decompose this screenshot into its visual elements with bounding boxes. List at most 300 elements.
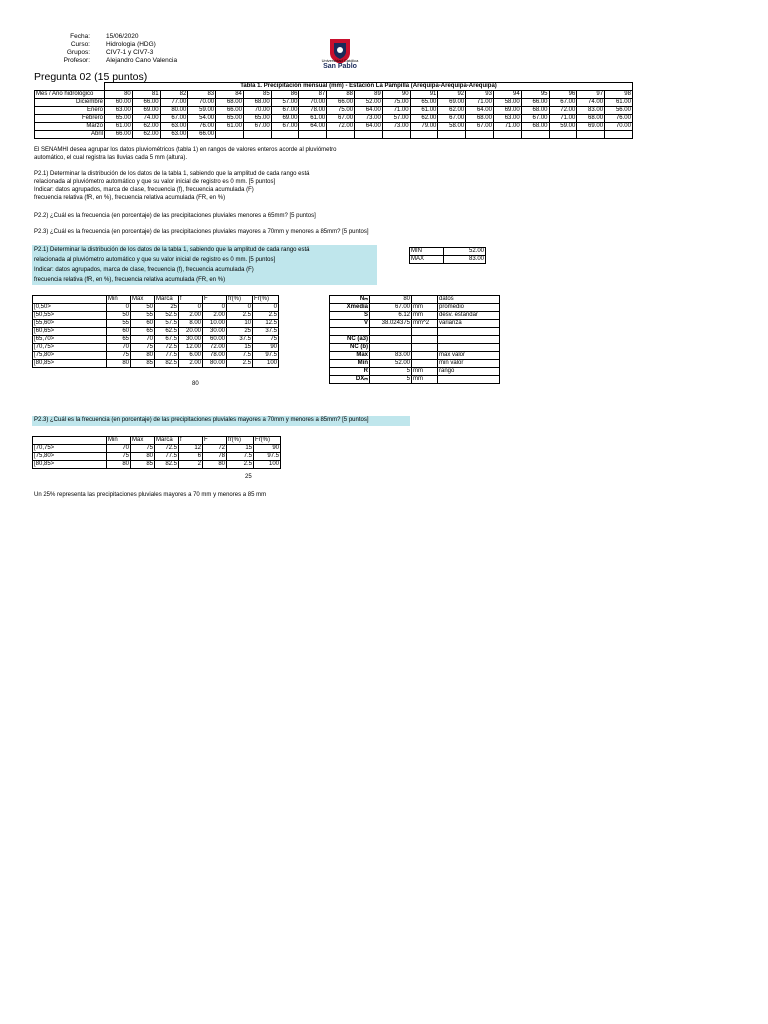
stats-row <box>330 360 500 368</box>
conclusion-text: Un 25% representa las precipitaciones pluviales mayores a 70 mm y menores a 85 mm <box>34 492 267 498</box>
stat-unit: mm <box>412 312 438 320</box>
precip-cell: 71.00 <box>549 115 577 123</box>
interval-cell: [75,80> <box>33 352 107 360</box>
freq-cell: 2.5 <box>227 360 253 368</box>
precip-cell: 79.00 <box>410 123 438 131</box>
stats-row <box>330 368 500 376</box>
stat-value <box>370 336 412 344</box>
curso-value: Hidrologia (HDG) <box>106 41 156 48</box>
freq-cell: 30.00 <box>179 336 203 344</box>
freq-header: Fr(%) <box>253 296 279 304</box>
table1 <box>34 82 633 139</box>
freq-cell: 72.5 <box>155 344 179 352</box>
freq-cell: 7.5 <box>227 352 253 360</box>
year-header: 85 <box>243 91 271 99</box>
stat-unit <box>412 344 438 352</box>
precip-cell <box>327 131 355 139</box>
precip-cell: 69.00 <box>438 99 466 107</box>
freq-cell: 78 <box>203 453 227 461</box>
stat-label: Nₘ <box>330 296 370 304</box>
stat-desc: promedio <box>438 304 500 312</box>
precip-cell: 60.00 <box>105 99 133 107</box>
month-label: Marzo <box>35 123 105 131</box>
freq-row <box>33 445 281 453</box>
precip-cell: 72.00 <box>549 107 577 115</box>
precip-cell: 64.00 <box>355 107 383 115</box>
precip-cell: 68.00 <box>466 115 494 123</box>
stat-value: 5 <box>370 376 412 384</box>
precip-cell <box>410 131 438 139</box>
precip-cell: 64.00 <box>299 123 327 131</box>
stat-label: S <box>330 312 370 320</box>
freq-cell: 60.00 <box>203 336 227 344</box>
year-header: 89 <box>355 91 383 99</box>
stat-desc: desv. estandar <box>438 312 500 320</box>
freq-cell: 20.00 <box>179 328 203 336</box>
stat-desc: varianza <box>438 320 500 328</box>
stat-unit <box>412 360 438 368</box>
year-header: 84 <box>216 91 244 99</box>
max-label: MAX <box>410 256 444 264</box>
stat-desc <box>438 328 500 336</box>
stat-unit <box>412 296 438 304</box>
freq-header: f <box>179 437 203 445</box>
precip-cell <box>493 131 521 139</box>
stat-value: 5 <box>370 368 412 376</box>
year-header: 97 <box>577 91 605 99</box>
freq-header: Min <box>107 437 131 445</box>
precip-cell: 64.00 <box>466 107 494 115</box>
freq-header: f <box>179 296 203 304</box>
freq-header <box>33 437 107 445</box>
precip-cell: 62.00 <box>438 107 466 115</box>
freq-cell: 90 <box>254 445 281 453</box>
freq-row <box>33 336 279 344</box>
month-label: Enero <box>35 107 105 115</box>
precip-cell: 71.00 <box>493 123 521 131</box>
precip-cell: 83.00 <box>577 107 605 115</box>
stat-unit: mm <box>412 368 438 376</box>
freq-cell: 65 <box>131 328 155 336</box>
precip-cell: 68.00 <box>243 99 271 107</box>
table1-row <box>35 107 633 115</box>
precip-cell: 74.00 <box>577 99 605 107</box>
grupos-value: CIV7-1 y CIV7-3 <box>106 49 154 56</box>
precip-cell <box>605 131 633 139</box>
precip-cell: 56.00 <box>605 107 633 115</box>
freq-row <box>33 360 279 368</box>
precip-cell: 70.00 <box>605 123 633 131</box>
precip-cell: 73.00 <box>355 115 383 123</box>
max-value: 83.00 <box>444 256 486 264</box>
precip-cell <box>299 131 327 139</box>
precip-cell <box>549 131 577 139</box>
freq-header: Fr(%) <box>254 437 281 445</box>
stat-label: NC (a3) <box>330 336 370 344</box>
freq-cell: 70 <box>107 344 131 352</box>
p21-box-line: Indicar: datos agrupados, marca de clase, frecuencia (f), frecuencia acumulada (F) <box>34 267 254 273</box>
precip-cell: 64.00 <box>355 123 383 131</box>
freq-row <box>33 453 281 461</box>
interval-cell: [50,55> <box>33 312 107 320</box>
freq-cell: 37.5 <box>253 328 279 336</box>
precip-cell: 67.00 <box>466 123 494 131</box>
precip-cell <box>466 131 494 139</box>
precip-cell: 61.00 <box>410 107 438 115</box>
freq-cell: 2.00 <box>179 360 203 368</box>
stats-row <box>330 320 500 328</box>
precip-cell: 61.00 <box>605 99 633 107</box>
freq-cell: 8.00 <box>179 320 203 328</box>
min-label: MIN <box>410 248 444 256</box>
p21-line: Indicar: datos agrupados, marca de clase, frecuencia (f), frecuencia acumulada (F) <box>34 187 254 193</box>
year-header: 98 <box>605 91 633 99</box>
freq-header: fr(%) <box>227 296 253 304</box>
freq-cell: 72.00 <box>203 344 227 352</box>
freq-cell: 2.5 <box>227 461 254 469</box>
precip-cell: 78.00 <box>299 107 327 115</box>
year-header: 82 <box>160 91 188 99</box>
stats-row <box>330 344 500 352</box>
precip-cell: 67.00 <box>327 115 355 123</box>
freq-cell: 70 <box>131 336 155 344</box>
precip-cell: 68.00 <box>216 99 244 107</box>
stat-label: Xmedia <box>330 304 370 312</box>
freq-cell: 60 <box>131 320 155 328</box>
precip-cell: 57.00 <box>382 115 410 123</box>
freq-cell: 2.5 <box>227 312 253 320</box>
freq-cell: 6 <box>179 453 203 461</box>
freq-cell: 78.00 <box>203 352 227 360</box>
freq-cell: 52.5 <box>155 312 179 320</box>
stats-row <box>330 352 500 360</box>
precip-cell: 73.00 <box>382 123 410 131</box>
precip-cell: 54.00 <box>188 115 216 123</box>
precip-cell <box>216 131 244 139</box>
freq-cell: 97.5 <box>254 453 281 461</box>
precip-cell: 58.00 <box>438 123 466 131</box>
stat-label: DXₘ <box>330 376 370 384</box>
p21-box-line: relacionada al pluviómetro automático y que su valor inicial de registro es 0 mm. [5 puntos] <box>34 257 276 263</box>
freq-cell: 55 <box>131 312 155 320</box>
freq-cell: 97.5 <box>253 352 279 360</box>
stats-row <box>330 336 500 344</box>
stat-desc: min valor <box>438 360 500 368</box>
precip-cell: 75.00 <box>382 99 410 107</box>
freq-cell: 0 <box>107 304 131 312</box>
interval-cell: [60,65> <box>33 328 107 336</box>
p21-line: P2.1) Determinar la distribución de los datos de la tabla 1, sabiendo que la amplitud de cada rango está <box>34 171 310 177</box>
precip-cell: 63.00 <box>160 123 188 131</box>
interval-cell: [80,85> <box>33 461 107 469</box>
freq-cell: 60 <box>107 328 131 336</box>
precip-cell: 69.00 <box>577 123 605 131</box>
curso-label: Curso: <box>70 41 90 48</box>
freq-cell: 55 <box>107 320 131 328</box>
month-label: Febrero <box>35 115 105 123</box>
stat-label: R <box>330 368 370 376</box>
precip-cell: 68.00 <box>577 115 605 123</box>
precip-cell: 70.00 <box>188 99 216 107</box>
table1-row <box>35 99 633 107</box>
stats-row <box>330 296 500 304</box>
freq-row <box>33 304 279 312</box>
stat-desc: max valor <box>438 352 500 360</box>
precip-cell: 69.00 <box>271 115 299 123</box>
freq-header: Marca <box>155 296 179 304</box>
stat-value: 67.00 <box>370 304 412 312</box>
year-header: 86 <box>271 91 299 99</box>
profesor-label: Profesor: <box>63 57 90 64</box>
precip-cell: 67.00 <box>243 123 271 131</box>
precip-cell <box>577 131 605 139</box>
freq-header-row <box>33 296 279 304</box>
precip-cell: 65.00 <box>105 115 133 123</box>
fecha-label: Fecha: <box>70 33 90 40</box>
freq-cell: 12.00 <box>179 344 203 352</box>
freq-row <box>33 352 279 360</box>
p22-text: P2.2) ¿Cuál es la frecuencia (en porcentaje) de las precipitaciones pluviales menores a 65mm? [5 puntos] <box>34 213 316 219</box>
stats-row <box>330 328 500 336</box>
freq-cell: 80 <box>131 352 155 360</box>
freq-cell: 100 <box>253 360 279 368</box>
stat-desc <box>438 376 500 384</box>
intro-line: El SENAMHI desea agrupar los datos pluviométricos (tabla 1) en rangos de valores enteros acorde al pluviómetro <box>34 147 337 153</box>
freq-cell: 82.5 <box>155 360 179 368</box>
p21-highlight-box <box>32 245 377 285</box>
table1-row <box>35 131 633 139</box>
stats-row <box>330 376 500 384</box>
freq-cell: 37.5 <box>227 336 253 344</box>
freq-cell: 100 <box>254 461 281 469</box>
precip-cell: 68.00 <box>521 107 549 115</box>
stat-value <box>370 328 412 336</box>
freq-row <box>33 320 279 328</box>
freq-cell: 10.00 <box>203 320 227 328</box>
precip-cell: 80.00 <box>160 107 188 115</box>
precip-cell: 66.00 <box>327 99 355 107</box>
precip-cell: 62.00 <box>410 115 438 123</box>
stat-unit: mm^2 <box>412 320 438 328</box>
year-header: 96 <box>549 91 577 99</box>
year-header: 83 <box>188 91 216 99</box>
stat-label: Max <box>330 352 370 360</box>
freq-cell: 2.00 <box>203 312 227 320</box>
interval-cell: [75,80> <box>33 453 107 461</box>
freq-cell: 75 <box>107 453 131 461</box>
freq-cell: 2.00 <box>179 312 203 320</box>
stat-value: 83.00 <box>370 352 412 360</box>
logo-line2: San Pablo <box>323 63 357 70</box>
freq-cell: 57.5 <box>155 320 179 328</box>
stats-table <box>329 295 500 384</box>
interval-cell: [65,70> <box>33 336 107 344</box>
stat-desc <box>438 336 500 344</box>
freq-cell: 7.5 <box>227 453 254 461</box>
freq-cell: 85 <box>131 360 155 368</box>
year-header: 94 <box>493 91 521 99</box>
freq2-total: 25 <box>245 474 252 480</box>
precip-cell: 74.00 <box>132 115 160 123</box>
freq-header: F <box>203 296 227 304</box>
freq-cell: 12 <box>179 445 203 453</box>
freq-cell: 80 <box>107 461 131 469</box>
interval-cell: [80,85> <box>33 360 107 368</box>
grupos-label: Grupos: <box>66 49 90 56</box>
precip-cell <box>355 131 383 139</box>
precip-cell: 66.00 <box>132 99 160 107</box>
freq-cell: 6.00 <box>179 352 203 360</box>
freq-cell: 67.5 <box>155 336 179 344</box>
precip-cell <box>438 131 466 139</box>
precip-cell <box>243 131 271 139</box>
freq-cell: 85 <box>131 461 155 469</box>
freq-table-2 <box>32 436 281 480</box>
freq-cell: 82.5 <box>155 461 179 469</box>
freq-cell: 0 <box>227 304 253 312</box>
university-logo <box>300 38 380 72</box>
precip-cell: 63.00 <box>105 107 133 115</box>
year-header: 91 <box>410 91 438 99</box>
precip-cell: 59.00 <box>188 107 216 115</box>
min-value: 52.00 <box>444 248 486 256</box>
precip-cell: 67.00 <box>549 99 577 107</box>
year-header: 92 <box>438 91 466 99</box>
table1-title: Tabla 1. Precipitación mensual (mm) - Estación La Pampilla (Arequipa-Arequipa-Arequipa) <box>105 83 633 91</box>
precip-cell: 66.00 <box>188 131 216 139</box>
freq-cell: 70 <box>107 445 131 453</box>
stat-unit: mm <box>412 304 438 312</box>
stat-label: Min <box>330 360 370 368</box>
freq-cell: 77.5 <box>155 453 179 461</box>
profesor-value: Alejandro Cano Valencia <box>106 57 178 64</box>
freq-header-row <box>33 437 281 445</box>
stat-unit: mm <box>412 376 438 384</box>
interval-cell: [0,50> <box>33 304 107 312</box>
year-header: 93 <box>466 91 494 99</box>
interval-cell: [55,60> <box>33 320 107 328</box>
interval-cell: [70,75> <box>33 445 107 453</box>
precip-cell: 65.00 <box>216 115 244 123</box>
freq-cell: 80 <box>203 461 227 469</box>
precip-cell: 71.00 <box>466 99 494 107</box>
freq-cell: 2.5 <box>253 312 279 320</box>
freq-cell: 80 <box>131 453 155 461</box>
precip-cell: 61.00 <box>105 123 133 131</box>
stat-value <box>370 344 412 352</box>
precip-cell: 57.00 <box>271 99 299 107</box>
freq-cell: 50 <box>131 304 155 312</box>
freq-cell: 75 <box>131 344 155 352</box>
p21-box-line: P2.1) Determinar la distribución de los datos de la tabla 1, sabiendo que la amplitud de cada rango está <box>34 247 310 253</box>
year-header: 80 <box>105 91 133 99</box>
freq-header <box>33 296 107 304</box>
freq-cell: 25 <box>227 328 253 336</box>
stat-unit <box>412 336 438 344</box>
precip-cell: 59.00 <box>549 123 577 131</box>
freq-header: fr(%) <box>227 437 254 445</box>
stat-value: 38.024375 <box>370 320 412 328</box>
freq-cell: 50 <box>107 312 131 320</box>
month-label: Abril <box>35 131 105 139</box>
p23-highlight-box: P2.3) ¿Cuál es la frecuencia (en porcentaje) de las precipitaciones pluviales mayores a 70mm y menores a 85mm? [5 puntos] <box>32 416 410 426</box>
stat-value: 6.12 <box>370 312 412 320</box>
p21-text <box>34 170 310 202</box>
precip-cell: 52.00 <box>355 99 383 107</box>
precip-cell: 62.00 <box>132 123 160 131</box>
freq-row <box>33 328 279 336</box>
precip-cell: 76.00 <box>605 115 633 123</box>
p21-line: relacionada al pluviómetro automático y que su valor inicial de registro es 0 mm. [5 puntos] <box>34 179 276 185</box>
year-header: 88 <box>327 91 355 99</box>
freq-cell: 80.00 <box>203 360 227 368</box>
precip-cell: 67.00 <box>438 115 466 123</box>
precip-cell: 65.00 <box>410 99 438 107</box>
precip-cell: 67.00 <box>521 115 549 123</box>
precip-cell: 70.00 <box>243 107 271 115</box>
freq-cell: 72 <box>203 445 227 453</box>
freq-cell: 75 <box>253 336 279 344</box>
freq-cell: 75 <box>107 352 131 360</box>
precip-cell: 63.00 <box>160 131 188 139</box>
precip-cell: 76.00 <box>188 123 216 131</box>
precip-cell <box>382 131 410 139</box>
table1-row <box>35 123 633 131</box>
precip-cell: 66.00 <box>105 131 133 139</box>
freq-row <box>33 461 281 469</box>
freq-row <box>33 312 279 320</box>
year-header: 95 <box>521 91 549 99</box>
stat-desc: datos <box>438 296 500 304</box>
freq-cell: 30.00 <box>203 328 227 336</box>
precip-cell: 58.00 <box>493 99 521 107</box>
precip-cell: 70.00 <box>299 99 327 107</box>
freq-total: 80 <box>192 381 199 387</box>
freq-cell: 25 <box>155 304 179 312</box>
freq-cell: 80 <box>107 360 131 368</box>
precip-cell: 65.00 <box>243 115 271 123</box>
freq-cell: 15 <box>227 445 254 453</box>
minmax-table <box>409 247 486 264</box>
precip-cell: 69.00 <box>493 107 521 115</box>
freq-header: Max <box>131 437 155 445</box>
precip-cell: 67.00 <box>271 123 299 131</box>
interval-cell: [70,75> <box>33 344 107 352</box>
precip-cell: 75.00 <box>327 107 355 115</box>
stat-unit <box>412 328 438 336</box>
freq-cell: 65 <box>107 336 131 344</box>
precip-cell: 61.00 <box>216 123 244 131</box>
year-header: 87 <box>299 91 327 99</box>
precip-cell: 67.00 <box>160 115 188 123</box>
stat-value: 80 <box>370 296 412 304</box>
intro-line: automático, el cual registra las lluvias cada 5 mm (altura). <box>34 155 188 161</box>
freq-header: F <box>203 437 227 445</box>
table1-row <box>35 115 633 123</box>
freq-cell: 0 <box>253 304 279 312</box>
precip-cell: 63.00 <box>493 115 521 123</box>
stat-desc: rango <box>438 368 500 376</box>
p23-text: P2.3) ¿Cuál es la frecuencia (en porcentaje) de las precipitaciones pluviales mayores a 70mm y menores a 85mm? [5 puntos] <box>34 229 369 235</box>
logo-line1: Universidad Católica <box>321 58 359 63</box>
precip-cell: 69.00 <box>132 107 160 115</box>
precip-cell: 62.00 <box>132 131 160 139</box>
freq-cell: 0 <box>179 304 203 312</box>
precip-cell: 61.00 <box>299 115 327 123</box>
stat-label: NC (b) <box>330 344 370 352</box>
year-header: 90 <box>382 91 410 99</box>
freq-header: Min <box>107 296 131 304</box>
